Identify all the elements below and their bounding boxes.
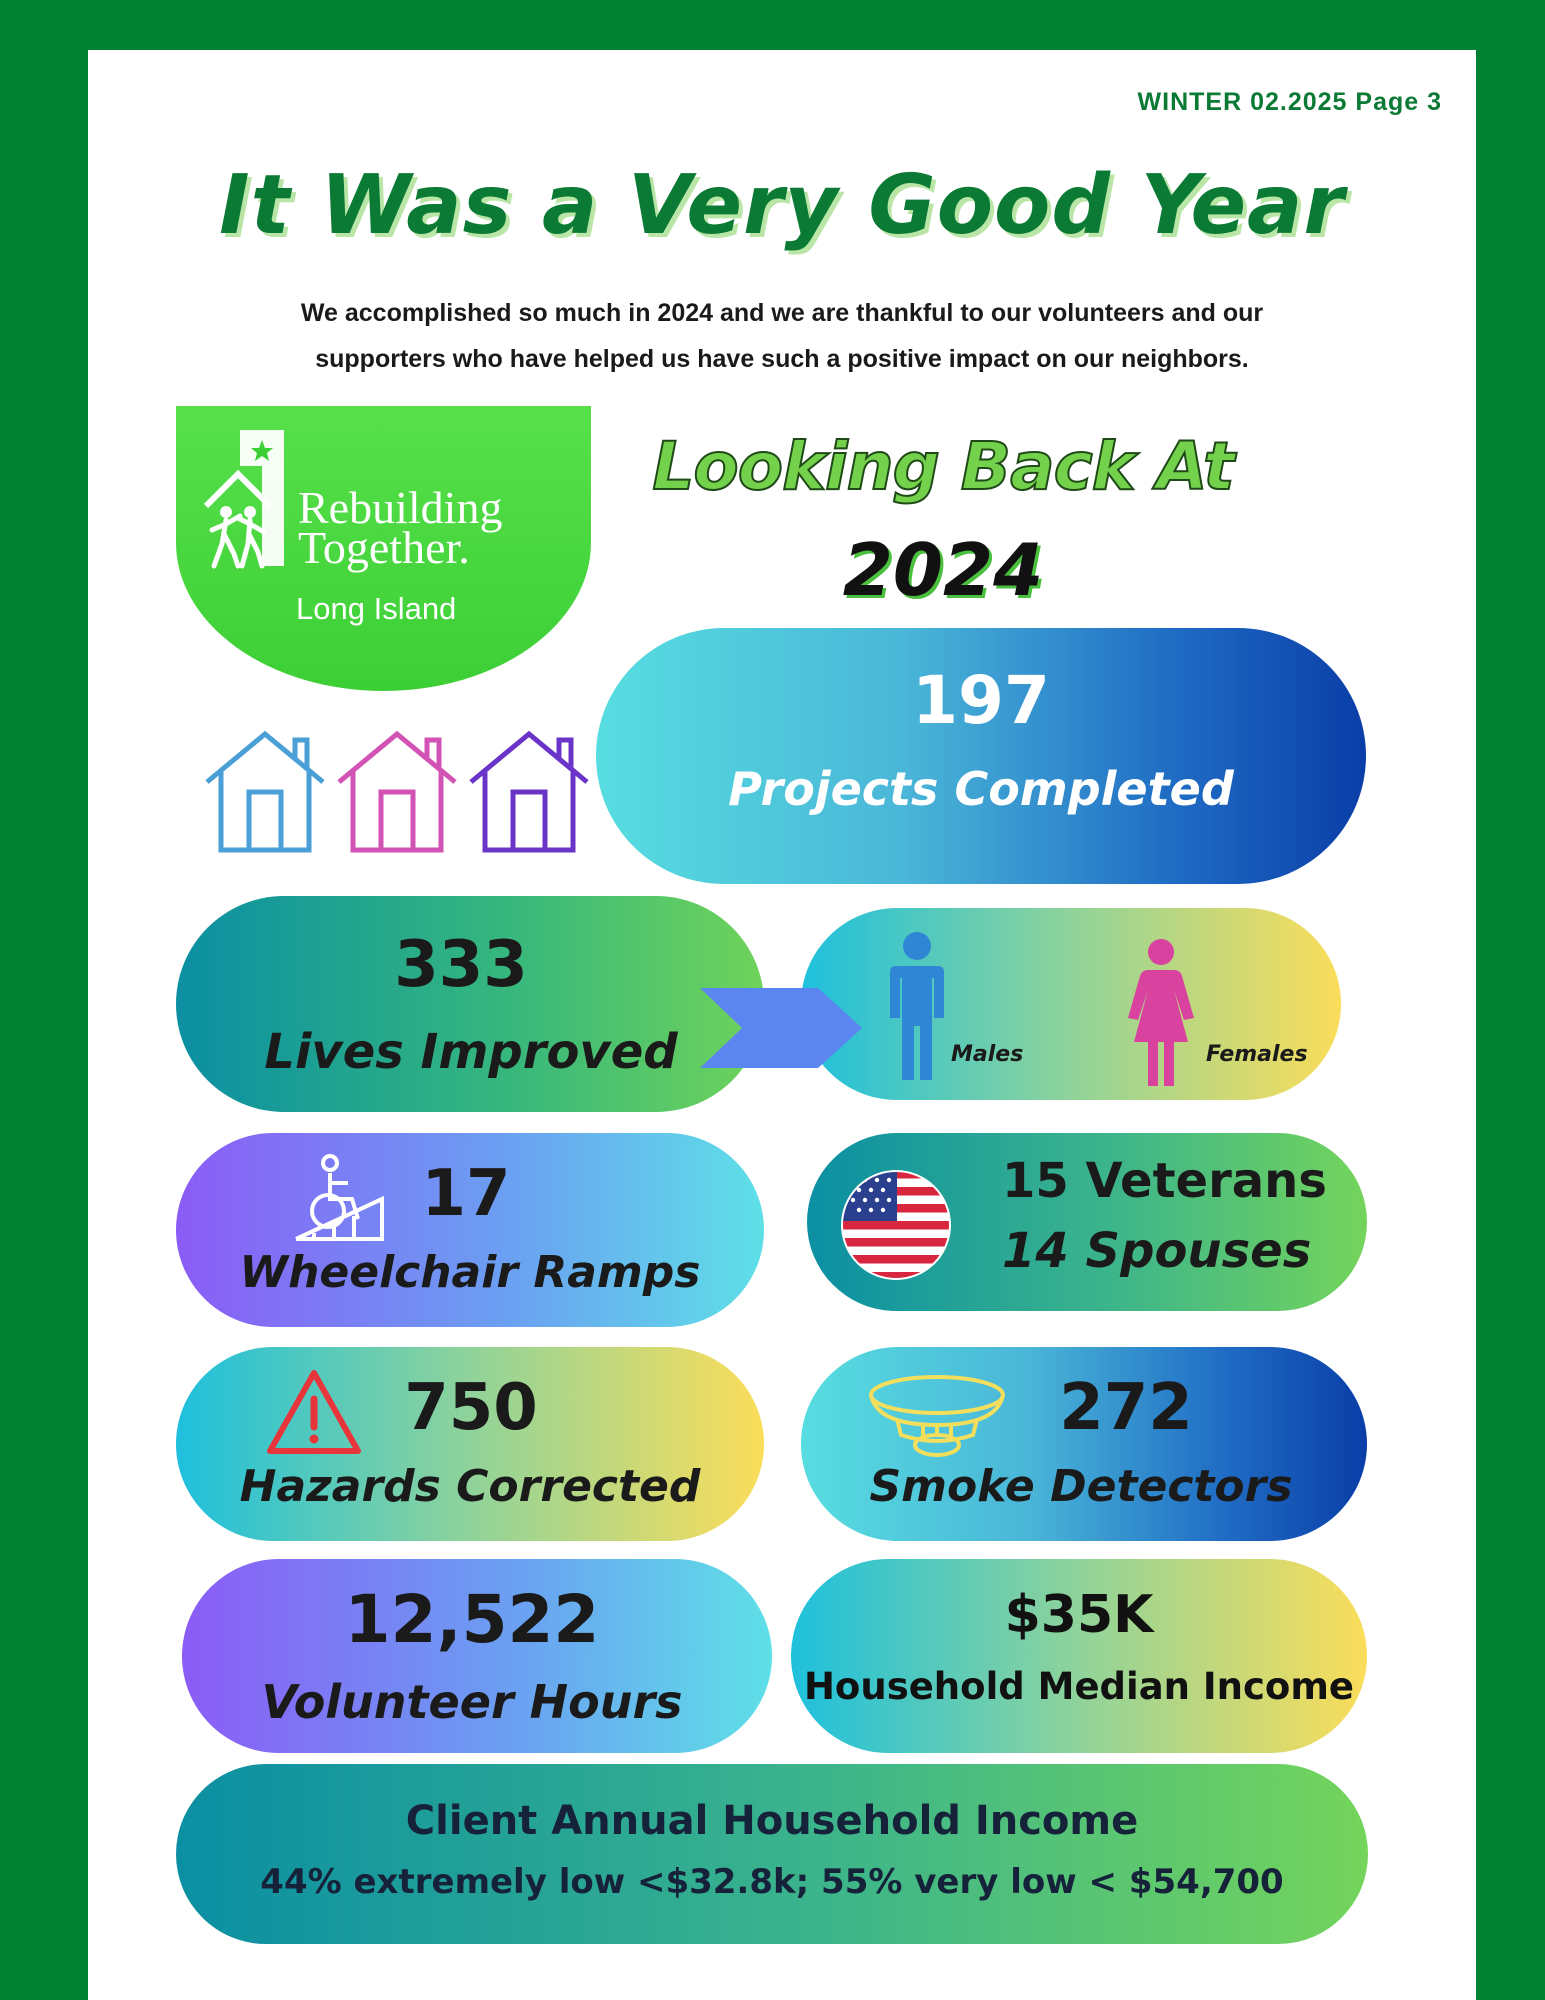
- smoke-label: Smoke Detectors: [869, 1461, 1293, 1512]
- gender-breakdown-card: [801, 908, 1341, 1100]
- us-flag-icon: [841, 1170, 951, 1280]
- intro-line-1: We accomplished so much in 2024 and we are thankful to our volunteers and our: [300, 299, 1264, 327]
- house-pink-icon: [339, 734, 455, 850]
- looking-back-title: Looking Back At: [652, 428, 1234, 505]
- females-label: Females: [1206, 1042, 1308, 1067]
- males-label: Males: [951, 1042, 1024, 1067]
- volunteer-hours-card: [182, 1559, 772, 1753]
- lives-label: Lives Improved: [264, 1024, 678, 1080]
- hazards-label: Hazards Corrected: [239, 1461, 701, 1512]
- client-income-title: Client Annual Household Income: [405, 1798, 1139, 1844]
- client-income-card: [176, 1764, 1368, 1944]
- logo-name-line-1: Rebuilding: [298, 482, 503, 533]
- lives-improved-card: [176, 896, 764, 1112]
- ramps-label: Wheelchair Ramps: [239, 1247, 701, 1298]
- male-icon: [886, 930, 948, 1082]
- hazard-warning-icon: [266, 1369, 362, 1455]
- hazards-value: 750: [404, 1371, 538, 1445]
- income-value: $35K: [1004, 1585, 1154, 1645]
- rebuilding-together-logo: [176, 406, 591, 691]
- logo-chapter: Long Island: [296, 591, 457, 626]
- intro-line-2: supporters who have helped us have such a positive impact on our neighbors.: [315, 345, 1249, 373]
- wheelchair-ramps-card: [176, 1133, 764, 1327]
- ramps-value: 17: [421, 1157, 511, 1231]
- spouses-line: 14 Spouses: [1002, 1223, 1312, 1279]
- income-label: Household Median Income: [803, 1665, 1355, 1708]
- smoke-detector-icon: [867, 1373, 1007, 1459]
- page-title: It Was a Very Good Year: [219, 158, 1345, 253]
- logo-name-line-2: Together.: [298, 522, 470, 573]
- newsletter-page: [88, 50, 1476, 2000]
- projects-completed-card: [596, 628, 1366, 884]
- wheelchair-ramp-icon: [294, 1153, 384, 1241]
- issue-label: WINTER 02.2025 Page 3: [1137, 88, 1442, 116]
- veterans-line: 15 Veterans: [1002, 1153, 1327, 1209]
- female-icon: [1126, 938, 1196, 1088]
- volunteer-label: Volunteer Hours: [261, 1675, 683, 1729]
- intro-text: [178, 290, 1386, 382]
- house-purple-icon: [471, 734, 587, 850]
- hazards-corrected-card: [176, 1347, 764, 1541]
- client-income-detail: 44% extremely low <$32.8k; 55% very low < $54,700: [260, 1862, 1284, 1902]
- median-income-card: [791, 1559, 1367, 1753]
- houses-illustration: [203, 730, 608, 855]
- veterans-card: [807, 1133, 1367, 1311]
- smoke-value: 272: [1059, 1371, 1193, 1445]
- projects-value: 197: [912, 662, 1050, 739]
- house-people-logo-icon: [204, 426, 304, 576]
- smoke-detectors-card: [801, 1347, 1367, 1541]
- looking-back-year: 2024: [842, 528, 1044, 612]
- volunteer-value: 12,522: [344, 1581, 600, 1658]
- house-blue-icon: [207, 734, 323, 850]
- arrow-connector-icon: [700, 988, 862, 1068]
- lives-value: 333: [394, 928, 528, 1002]
- projects-label: Projects Completed: [728, 762, 1234, 816]
